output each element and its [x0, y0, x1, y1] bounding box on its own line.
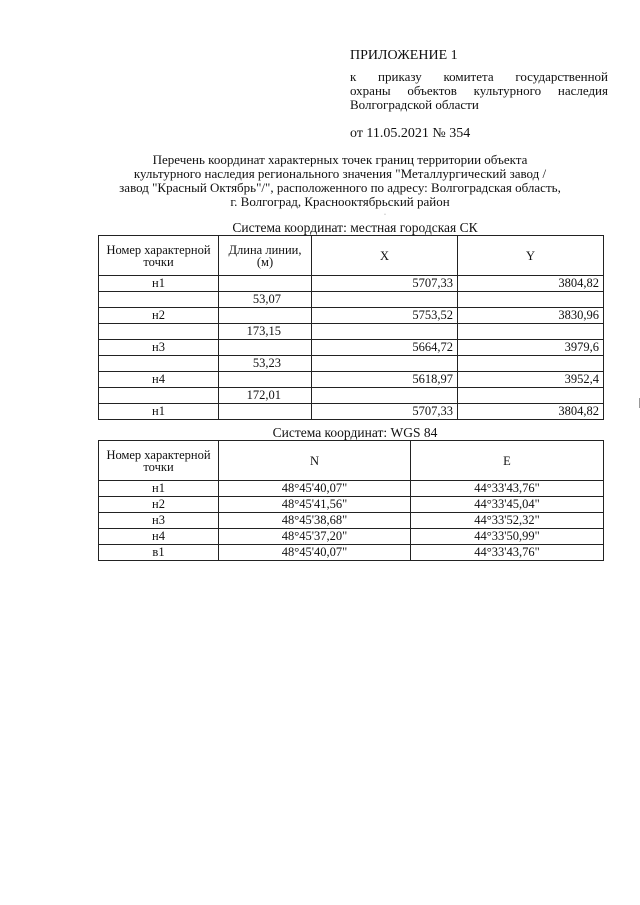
- table-row: [99, 372, 604, 388]
- n-cell: 48°45'41,56": [219, 497, 411, 513]
- table-row: [99, 388, 604, 404]
- point-cell: [99, 388, 219, 404]
- table-header-row: [99, 441, 604, 481]
- point-cell: н3: [99, 340, 219, 356]
- point-cell: н2: [99, 308, 219, 324]
- y-cell: 3804,82: [458, 404, 604, 420]
- table-row: [99, 340, 604, 356]
- point-cell: [99, 292, 219, 308]
- point-cell: н2: [99, 497, 219, 513]
- n-cell: 48°45'40,07": [219, 545, 411, 561]
- n-cell: 48°45'38,68": [219, 513, 411, 529]
- local-coordinates-table: [98, 235, 604, 420]
- e-cell: 44°33'50,99": [411, 529, 604, 545]
- header-point: Номер характерной точки: [99, 441, 219, 481]
- point-cell: в1: [99, 545, 219, 561]
- x-cell: [312, 324, 458, 340]
- table-row: [99, 404, 604, 420]
- heading-line: культурного наследия регионального значения "Металлургический завод /: [133, 166, 547, 181]
- order-line: охраны объектов культурного наследия: [350, 83, 608, 98]
- point-cell: н4: [99, 529, 219, 545]
- length-cell: 172,01: [219, 388, 312, 404]
- header-length: Длина линии, (м): [219, 236, 312, 276]
- y-cell: [458, 388, 604, 404]
- length-cell: 53,23: [219, 356, 312, 372]
- y-cell: 3830,96: [458, 308, 604, 324]
- length-cell: [219, 340, 312, 356]
- x-cell: 5707,33: [312, 276, 458, 292]
- table-row: [99, 545, 604, 561]
- order-date: от 11.05.2021 № 354: [350, 126, 471, 141]
- point-cell: [99, 356, 219, 372]
- x-cell: 5618,97: [312, 372, 458, 388]
- table-header-row: [99, 236, 604, 276]
- header-x: X: [312, 236, 458, 276]
- table-row: [99, 529, 604, 545]
- y-cell: 3979,6: [458, 340, 604, 356]
- order-line: к приказу комитета государственной: [350, 69, 608, 84]
- table-row: [99, 292, 604, 308]
- header-e: E: [411, 441, 604, 481]
- point-cell: н3: [99, 513, 219, 529]
- x-cell: [312, 388, 458, 404]
- table-row: [99, 308, 604, 324]
- y-cell: [458, 356, 604, 372]
- length-cell: 53,07: [219, 292, 312, 308]
- table-row: [99, 276, 604, 292]
- x-cell: 5707,33: [312, 404, 458, 420]
- length-cell: [219, 308, 312, 324]
- wgs-coordinates-table: [98, 440, 604, 561]
- header-n: N: [219, 441, 411, 481]
- x-cell: [312, 356, 458, 372]
- y-cell: [458, 292, 604, 308]
- order-reference: [350, 70, 608, 112]
- table-row: [99, 356, 604, 372]
- y-cell: 3952,4: [458, 372, 604, 388]
- document-heading: [70, 153, 610, 209]
- table-row: [99, 513, 604, 529]
- x-cell: 5753,52: [312, 308, 458, 324]
- point-cell: н1: [99, 481, 219, 497]
- appendix-title: ПРИЛОЖЕНИЕ 1: [350, 48, 458, 63]
- length-cell: [219, 276, 312, 292]
- n-cell: 48°45'40,07": [219, 481, 411, 497]
- order-line: Волгоградской области: [350, 97, 479, 112]
- point-cell: [99, 324, 219, 340]
- point-cell: н4: [99, 372, 219, 388]
- length-cell: [219, 372, 312, 388]
- scan-dot: ·: [384, 212, 386, 218]
- y-cell: [458, 324, 604, 340]
- table-row: [99, 481, 604, 497]
- header-point: Номер характерной точки: [99, 236, 219, 276]
- length-cell: [219, 404, 312, 420]
- length-cell: 173,15: [219, 324, 312, 340]
- wgs-table-caption: Система координат: WGS 84: [272, 425, 438, 440]
- e-cell: 44°33'52,32": [411, 513, 604, 529]
- local-table-caption: Система координат: местная городская СК: [232, 220, 478, 235]
- n-cell: 48°45'37,20": [219, 529, 411, 545]
- y-cell: 3804,82: [458, 276, 604, 292]
- e-cell: 44°33'45,04": [411, 497, 604, 513]
- e-cell: 44°33'43,76": [411, 545, 604, 561]
- header-y: Y: [458, 236, 604, 276]
- table-row: [99, 497, 604, 513]
- x-cell: [312, 292, 458, 308]
- heading-line: Перечень координат характерных точек границ территории объекта: [152, 152, 528, 167]
- point-cell: н1: [99, 276, 219, 292]
- heading-line: завод "Красный Октябрь"/", расположенного по адресу: Волгоградская область,: [119, 180, 561, 195]
- e-cell: 44°33'43,76": [411, 481, 604, 497]
- table-row: [99, 324, 604, 340]
- x-cell: 5664,72: [312, 340, 458, 356]
- point-cell: н1: [99, 404, 219, 420]
- heading-line: г. Волгоград, Краснооктябрьский район: [230, 194, 450, 209]
